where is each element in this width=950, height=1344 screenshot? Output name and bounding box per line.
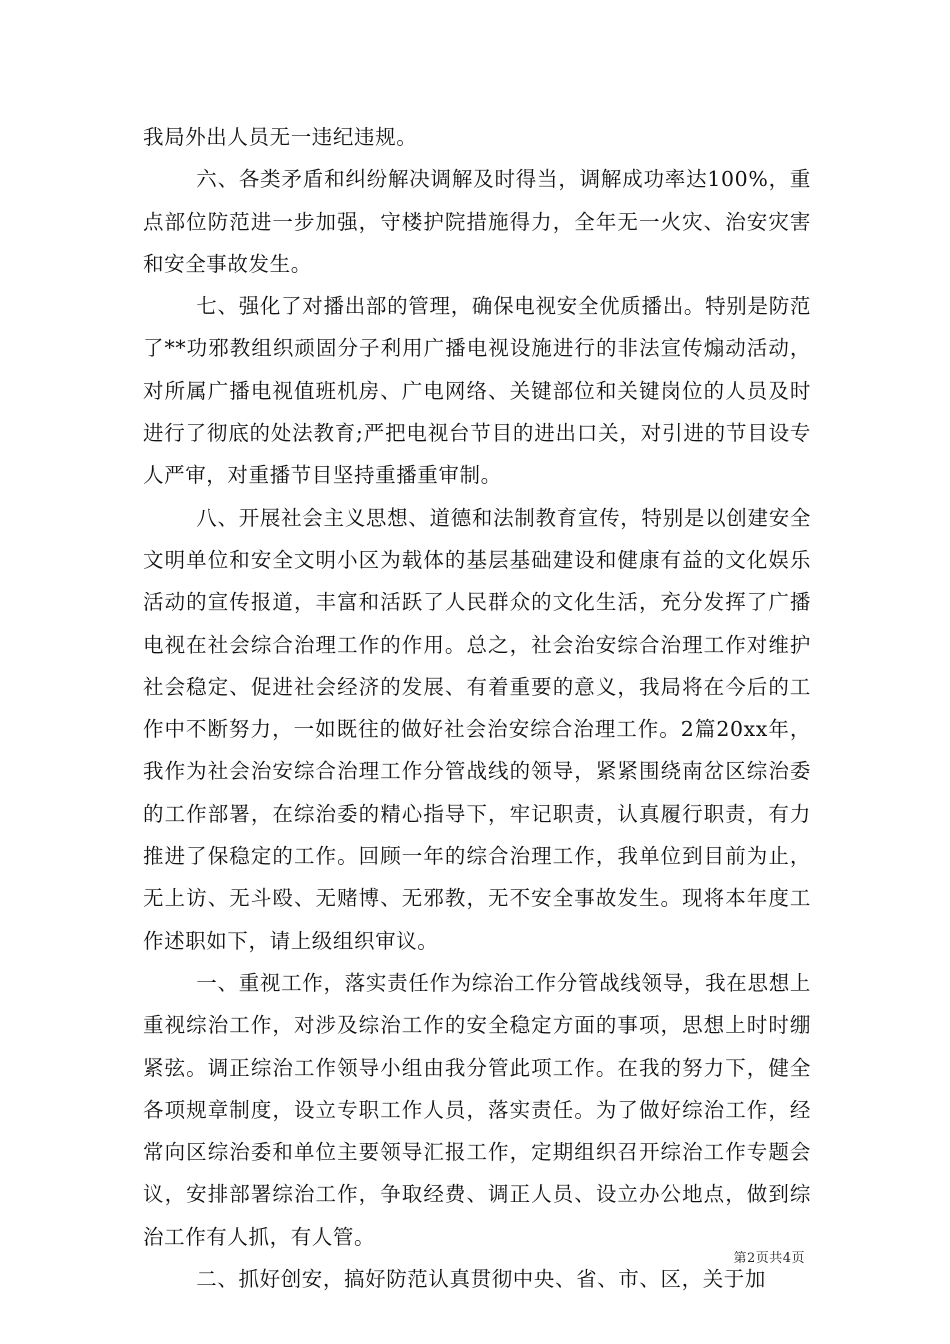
document-body bbox=[143, 116, 811, 1300]
paragraph-item-8: 八、开展社会主义思想、道德和法制教育宣传，特别是以创建安全文明单位和安全文明小区为载体的基层基础建设和健康有益的文化娱乐活动的宣传报道，丰富和活跃了人民群众的文化生活，充分发挥了广播电视在社会综合治理工作的作用。总之，社会治安综合治理工作对维护社会稳定、促进社会经济的发展、有着重要的意义，我局将在今后的工作中不断努力，一如既往的做好社会治安综合治理工作。2篇20xx年，我作为社会治安综合治理工作分管战线的领导，紧紧围绕南岔区综治委的工作部署，在综治委的精心指导下，牢记职责，认真履行职责，有力推进了保稳定的工作。回顾一年的综合治理工作，我单位到目前为止，无上访、无斗殴、无赌博、无邪教，无不安全事故发生。现将本年度工作述职如下，请上级组织审议。 bbox=[143, 505, 811, 953]
paragraph-section-2: 二、抓好创安，搞好防范认真贯彻中央、省、市、区，关于加 bbox=[196, 1267, 766, 1292]
paragraph-item-7: 七、强化了对播出部的管理，确保电视安全优质播出。特别是防范了**功邪教组织顽固分子利用广播电视设施进行的非法宣传煽动活动，对所属广播电视值班机房、广电网络、关键部位和关键岗位的人员及时进行了彻底的处法教育;严把电视台节目的进出口关，对引进的节目设专人严审，对重播节目坚持重播重审制。 bbox=[143, 294, 811, 488]
page-number-footer: 第2页共4页 bbox=[733, 1251, 805, 1266]
paragraph-item-6: 六、各类矛盾和纠纷解决调解及时得当，调解成功率达100%，重点部位防范进一步加强，守楼护院措施得力，全年无一火灾、治安灾害和安全事故发生。 bbox=[143, 167, 811, 276]
paragraph-section-1: 一、重视工作，落实责任作为综治工作分管战线领导，我在思想上重视综治工作，对涉及综治工作的安全稳定方面的事项，思想上时时绷紧弦。调正综治工作领导小组由我分管此项工作。在我的努力下，健全各项规章制度，设立专职工作人员，落实责任。为了做好综治工作，经常向区综治委和单位主要领导汇报工作，定期组织召开综治工作专题会议，安排部署综治工作，争取经费、调正人员、设立办公地点，做到综治工作有人抓，有人管。 bbox=[143, 970, 811, 1249]
paragraph-continuation: 我局外出人员无一违纪违规。 bbox=[143, 125, 418, 149]
